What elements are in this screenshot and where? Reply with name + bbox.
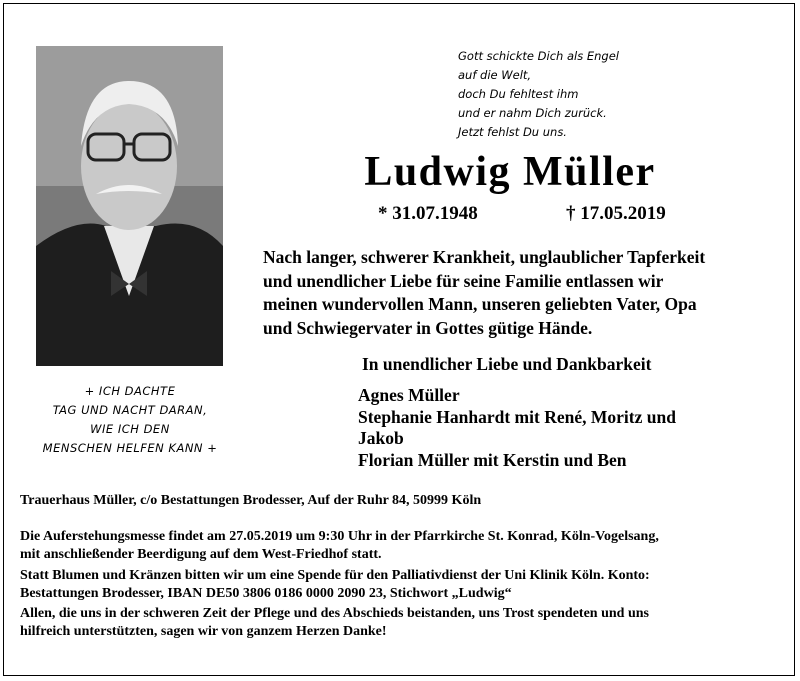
motto xyxy=(20,382,240,458)
poem-line: doch Du fehltest ihm xyxy=(458,87,579,101)
family-member: Stephanie Hanhardt mit René, Moritz und xyxy=(358,406,676,427)
family-member: Jakob xyxy=(358,428,404,448)
family-member: Florian Müller mit Kerstin und Ben xyxy=(358,449,627,470)
motto-line: MENSCHEN HELFEN KANN + xyxy=(42,441,218,455)
family-list xyxy=(358,385,758,471)
death-notice-text xyxy=(263,246,783,340)
mass-line: mit anschließender Beerdigung auf dem West-Friedhof statt. xyxy=(20,546,382,562)
notice-line: Nach langer, schwerer Krankheit, unglaublicher Tapferkeit xyxy=(263,247,706,267)
family-member: Agnes Müller xyxy=(358,385,460,405)
address-line: Trauerhaus Müller, c/o Bestattungen Brodesser, Auf der Ruhr 84, 50999 Köln xyxy=(20,493,482,508)
mass-line: Die Auferstehungsmesse findet am 27.05.2019 um 9:30 Uhr in der Pfarrkirche St. Konrad, Köln-Vogelsang, xyxy=(20,529,659,544)
poem-line: Gott schickte Dich als Engel xyxy=(458,49,619,63)
thanks-line: hilfreich unterstützten, sagen wir von ganzem Herzen Danke! xyxy=(20,623,387,639)
birth-date: * 31.07.1948 xyxy=(378,203,478,224)
death-date: † 17.05.2019 xyxy=(566,203,666,224)
thanks-line: Allen, die uns in der schweren Zeit der Pflege und des Abschieds beistanden, uns Trost spendeten und uns xyxy=(20,606,649,621)
notice-line: und unendlicher Liebe für seine Familie entlassen wir xyxy=(263,270,664,291)
donation-line: Bestattungen Brodesser, IBAN DE50 3806 0186 0000 2090 23, Stichwort „Ludwig“ xyxy=(20,585,512,601)
love-line: In unendlicher Liebe und Dankbarkeit xyxy=(362,354,652,374)
portrait-photo xyxy=(36,46,223,366)
poem-line: und er nahm Dich zurück. xyxy=(458,106,607,120)
donation-info xyxy=(20,567,650,602)
thanks-info xyxy=(20,605,649,640)
motto-line: TAG UND NACHT DARAN, xyxy=(52,403,208,417)
poem-line: auf die Welt, xyxy=(458,68,532,82)
donation-line: Statt Blumen und Kränzen bitten wir um eine Spende für den Palliativdienst der Uni Klinik Köln. Konto: xyxy=(20,568,650,583)
mass-info xyxy=(20,528,659,563)
motto-line: + ICH DACHTE xyxy=(84,384,176,398)
poem xyxy=(458,47,718,142)
poem-line: Jetzt fehlst Du uns. xyxy=(458,125,567,139)
notice-line: meinen wundervollen Mann, unseren geliebten Vater, Opa xyxy=(263,294,697,314)
notice-line: und Schwiegervater in Gottes gütige Hände. xyxy=(263,317,593,338)
deceased-name: Ludwig Müller xyxy=(364,149,656,195)
motto-line: WIE ICH DEN xyxy=(90,422,170,436)
